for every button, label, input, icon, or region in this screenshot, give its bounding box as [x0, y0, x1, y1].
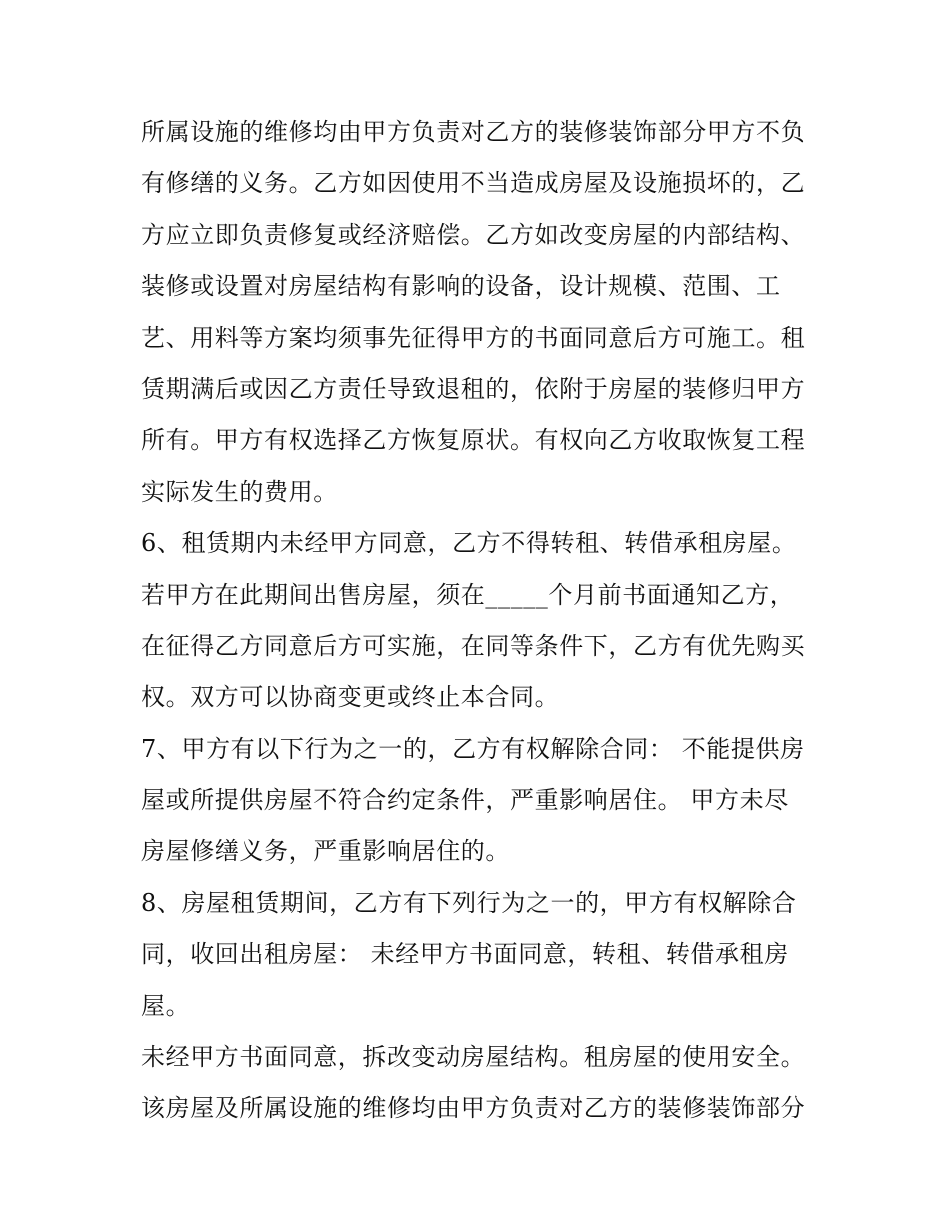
clause-8-line: 8、房屋租赁期间，乙方有下列行为之一的，甲方有权解除合	[141, 888, 797, 917]
text-line: 实际发生的费用。	[141, 477, 338, 506]
clause-6-line: 6、租赁期内未经甲方同意，乙方不得转租、转借承租房屋。	[141, 529, 797, 558]
text-line: 权。双方可以协商变更或终止本合同。	[141, 683, 560, 712]
text-line: 方应立即负责修复或经济赔偿。乙方如改变房屋的内部结构、	[141, 220, 806, 249]
text-line: 同，收回出租房屋： 未经甲方书面同意，转租、转借承租房	[141, 940, 789, 969]
text-line: 该房屋及所属设施的维修均由甲方负责对乙方的装修装饰部分	[141, 1094, 806, 1123]
text-line: 装修或设置对房屋结构有影响的设备，设计规模、范围、工	[141, 272, 781, 301]
text-line: 房屋修缮义务，严重影响居住的。	[141, 837, 510, 866]
text-line: 艺、用料等方案均须事先征得甲方的书面同意后方可施工。租	[141, 323, 806, 352]
clause-7-line: 7、甲方有以下行为之一的，乙方有权解除合同： 不能提供房	[141, 734, 805, 763]
text-line: 所有。甲方有权选择乙方恢复原状。有权向乙方收取恢复工程	[141, 426, 806, 455]
text-line: 有修缮的义务。乙方如因使用不当造成房屋及设施损坏的，乙	[141, 169, 806, 198]
text-line: 在征得乙方同意后方可实施，在同等条件下，乙方有优先购买	[141, 631, 806, 660]
text-line: 所属设施的维修均由甲方负责对乙方的装修装饰部分甲方不负	[141, 118, 806, 146]
text-line: 赁期满后或因乙方责任导致退租的，依附于房屋的装修归甲方	[141, 374, 806, 403]
text-line: 屋。	[141, 991, 191, 1020]
text-line: 未经甲方书面同意，拆改变动房屋结构。租房屋的使用安全。	[141, 1043, 806, 1072]
contract-text-body	[141, 107, 821, 1135]
text-line: 若甲方在此期间出售房屋，须在_____个月前书面通知乙方，	[141, 580, 795, 609]
text-line: 屋或所提供房屋不符合约定条件，严重影响居住。 甲方未尽	[141, 786, 789, 815]
